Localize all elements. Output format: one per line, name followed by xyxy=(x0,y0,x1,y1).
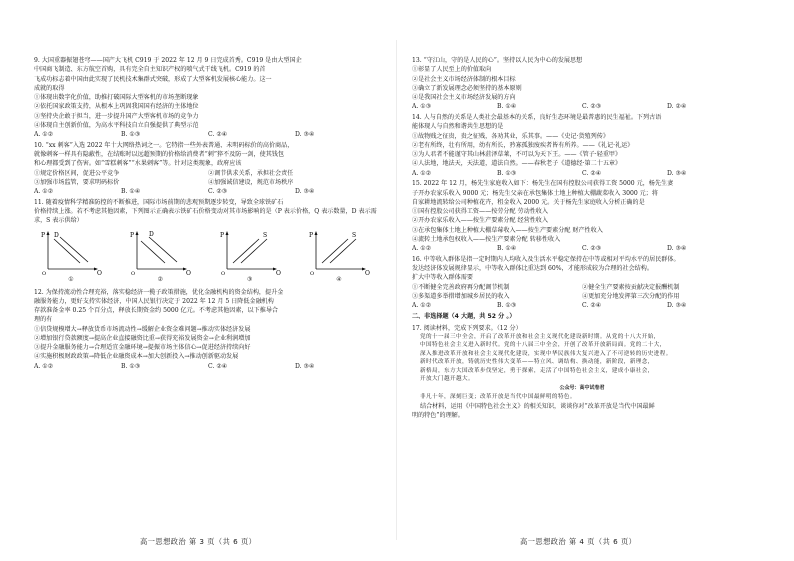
answer-c: C. ②④ xyxy=(208,362,228,370)
q17-material-line: 新时代改革开放，铸就历史性伟大变革——特立风、调结构、换动能，新阶段，新理念， xyxy=(420,359,654,366)
q15-option: ②开办农家乐收入——按生产要素分配 经营性收入 xyxy=(412,217,548,225)
answer-a: A. ①② xyxy=(34,131,54,138)
q9-stem-line: 飞成功标志着中国由此实现了民机技术集群式突破，形成了大型客机发展核心能力。这一 xyxy=(34,75,272,83)
q13-option: ②是社会主义市场经济体制的根本目标 xyxy=(412,75,516,83)
axis-q-label: Q xyxy=(275,269,281,275)
q13-option: ①彰显了人民至上的价值取向 xyxy=(412,66,492,74)
q16-answer-choices xyxy=(412,301,752,310)
q10-options-row xyxy=(34,178,382,187)
answer-a: A. ①② xyxy=(34,188,54,195)
curve-label: S xyxy=(351,231,357,239)
q10-option: ③加强市场监管，要求明码标价 xyxy=(34,178,120,186)
watermark-text: 公众号：高中试卷君 xyxy=(559,384,605,391)
origin-label: O xyxy=(42,270,47,275)
q14-option: ②老有所终，壮有所用，幼有所长，矜寡孤独废疾者皆有所养。——《礼记·礼运》 xyxy=(412,141,634,149)
left-page xyxy=(34,56,382,526)
question-9 xyxy=(34,56,382,139)
graph-4 xyxy=(308,229,370,284)
answer-a: A. ①② xyxy=(412,245,432,252)
answer-b: B. ①③ xyxy=(497,169,517,177)
q16-stem-line: 扩大中等收入群体需要 xyxy=(412,274,473,282)
q14-option: ①故物贱之征贵，贵之征贱，各劝其业，乐其事。——《史记·货殖列传》 xyxy=(412,132,609,140)
q17-material-line: 党的十一届三中全会，开启了改革开放和社会主义现代化建设新时期。从党的十八大开始， xyxy=(420,333,660,340)
q17-heading: 17. 阅读材料，完成下列要求。（12 分） xyxy=(412,324,522,332)
q9-option: ①体现出数字化价值，助推打破国际大型客机的市场垄断现象 xyxy=(34,94,199,101)
section-heading: 二、非选择题（4 大题，共 52 分 。） xyxy=(412,313,516,321)
origin-label: O xyxy=(131,270,136,275)
answer-a: A. ①③ xyxy=(412,103,432,111)
curve-label: D xyxy=(149,230,155,238)
page-footer-left: 高一思想政治 第 3 页（共 6 页） xyxy=(140,537,257,546)
q13-option: ④是我国社会主义市场经济发展的方向 xyxy=(412,94,516,101)
q16-option: ④更加充分地发挥第三次分配的作用 xyxy=(582,292,680,300)
axis-p-label: P xyxy=(308,231,314,239)
q15-option: ③在承包集体土地上种植大棚草莓收入——按生产要素分配 财产性收入 xyxy=(412,226,603,234)
curve-label: D xyxy=(54,231,59,239)
q16-option: ①不断健全完善政府再分配调节机制 xyxy=(412,283,510,291)
graph-number: ④ xyxy=(336,275,342,283)
q16-stem-line: 发达经济体发展规律显示，中等收入群体比重达到 60%，才能形成较为合理的社会结构。 xyxy=(412,265,653,272)
q10-option: ②调节供求关系，承担社会责任 xyxy=(208,169,294,177)
q16-stem-line: 16. 中等收入群体是指一定时期内人均收入及生活水平稳定保持在中等或相对平均水平的居民群体。 xyxy=(412,255,680,263)
q17-material-line: 深入推进改革开放和社会主义现代化建设，实现中华民族伟大复兴进入了不可逆转的历史进程。 xyxy=(420,350,672,357)
graph-number: ② xyxy=(157,275,164,283)
answer-c: C. ②④ xyxy=(582,169,602,177)
answer-d: D. ③④ xyxy=(667,245,687,252)
q15-answer-choices xyxy=(412,244,752,253)
answer-c: C. ②④ xyxy=(208,131,228,138)
q9-option: ③坚持央企敢于担当，进一步提升国产大型客机市场的竞争力 xyxy=(34,112,199,120)
q14-option: ③为人君者不能谨守其山林菹泽草莱，不可以为天下王。——《管子·轻重甲》 xyxy=(412,151,622,158)
q16-option: ③多渠道多举措增加城乡居民的收入 xyxy=(412,292,510,300)
q12-option: ③提升金融服务能力→合理适宜金融环境→提振市场主体信心→促进经济持续向好 xyxy=(34,344,251,352)
q14-stem-line: 14. 人与自然的关系是人类社会最基本的关系，良好生态环境是最普惠的民生福祉。下列古语 xyxy=(412,114,662,121)
q12-stem-line: 12. 为保持流动性合理充裕，落实稳经济一揽子政策措施，优化金融机构的资金结构，提升金 xyxy=(34,288,284,296)
answer-a: A. ①② xyxy=(412,169,432,177)
q17-material-line: 非凡十年，深刻巨变；改革开放是当代中国最鲜明的特色。 xyxy=(420,394,576,401)
answer-d: D. ③④ xyxy=(667,302,687,309)
answer-d: D. ③④ xyxy=(295,362,315,370)
question-17 xyxy=(412,324,752,421)
q10-stem-line: 10. “xx 刺客”入选 2022 年十大网络热词之一。它特指一些外表普通、未明码标价的高价商品， xyxy=(34,141,294,149)
q12-stem-line: 融服务能力，更好支持实体经济，中国人民银行决定于 2022 年 12 月 5 日降低金融机构 xyxy=(34,297,274,305)
answer-b: B. ①④ xyxy=(121,188,141,195)
answer-b: B. ①④ xyxy=(497,103,517,111)
q16-option: ②健全生产要素按贡献决定报酬机制 xyxy=(582,283,680,291)
axis-q-label: Q xyxy=(364,269,370,275)
answer-c: C. ②④ xyxy=(582,302,602,309)
q9-option: ④体现自主创新价值，为高水平科技自立自强提供了典型示范 xyxy=(34,121,199,129)
q10-stem-line: 和心理都受到了伤害。如“雪糕刺客”“水果刺客”等。针对这类现象，政府应该 xyxy=(34,160,242,168)
q16-options-row xyxy=(412,283,752,292)
answer-c: C. ②③ xyxy=(582,103,602,111)
axis-p-label: P xyxy=(130,231,135,239)
q12-answer-choices xyxy=(34,362,382,371)
graph-number: ③ xyxy=(246,275,253,283)
question-14 xyxy=(412,113,752,178)
q12-stem-line: 理的有 xyxy=(34,316,53,324)
q11-graphs xyxy=(40,229,370,284)
q17-task-line: 明的特色”的理解。 xyxy=(412,412,464,420)
answer-b: B. ①④ xyxy=(497,245,517,252)
question-12 xyxy=(34,288,382,371)
q17-material-line: 开放大门越开越大。 xyxy=(420,376,474,383)
answer-a: A. ①② xyxy=(412,302,432,309)
q14-stem-line: 能体现人与自然和谐共生思想的是 xyxy=(412,123,504,131)
answer-b: B. ①③ xyxy=(121,362,141,370)
q12-option: ④实施积极财政政策→降低企业融资成本→加大创新投入→推动创新驱动发展 xyxy=(34,353,239,361)
q12-option: ②增加银行贷款额度→提高企业直接融资比重→获得充裕发展资金→企业利润增加 xyxy=(34,334,251,342)
answer-d: D. ③④ xyxy=(295,188,315,195)
q9-option: ②依托国家政策支持，从根本上巩固我国国有经济的主体地位 xyxy=(34,103,199,111)
q10-options-row xyxy=(34,169,382,178)
origin-label: O xyxy=(220,270,225,275)
curve-label: S xyxy=(262,231,267,239)
q12-stem-line: 存款准备金率 0.25 个百分点，释放长期资金约 5000 亿元。不考虑其他因素，以下推导合 xyxy=(34,307,279,315)
q13-stem-line: 13. “守江山，守的是人民的心”。坚持以人民为中心的发展思想 xyxy=(412,57,583,64)
q10-stem-line: 就像刺客一样具有隐蔽性，在结账时以远超预期的价格给消费者“刺”猝不及防一剑，使其钱包 xyxy=(34,151,284,158)
q16-options-row xyxy=(412,292,752,301)
q15-option: ④流转土地承包权收入——按生产要素分配 转移性收入 xyxy=(412,235,561,243)
q17-material-line: 新格局，东方大国改革步伐坚定，勇于探索，走活了中国特色社会主义，建成小康社会， xyxy=(420,367,654,374)
page-fold-line xyxy=(396,40,397,540)
q10-option: ④加强诚信建设，规范市场秩序 xyxy=(208,178,294,186)
question-13 xyxy=(412,56,752,112)
q17-material-line: 中国特色社会主义进入新时代。党的十八届三中全会，开创了改革开放新局面。党的二十大， xyxy=(420,342,666,349)
q9-stem-line: 9. 大国重器振翅苍穹——国产大飞机 C919 于 2022 年 12 月 9 日完成首秀。C919 是由大型国企 xyxy=(34,57,302,64)
axis-q-label: Q xyxy=(186,269,192,275)
answer-d: D. ③④ xyxy=(295,131,315,138)
right-page xyxy=(412,56,752,526)
question-16 xyxy=(412,255,752,311)
answer-c: C. ②③ xyxy=(208,188,228,195)
page-footer-right: 高一思想政治 第 4 页（共 6 页） xyxy=(520,537,637,546)
q14-answer-choices xyxy=(412,169,752,178)
q9-stem-line: 中国商飞制造、东方航空首购，具有完全自主知识产权的喷气式干线飞机。C919 的首 xyxy=(34,66,266,74)
q15-stem-line: 自家耕地流转给公司种植花卉，租金收入 2000 元。关于杨先生家庭收入分析正确的是 xyxy=(412,198,645,206)
q9-answer-choices xyxy=(34,130,382,139)
graph-3 xyxy=(219,229,281,284)
answer-a: A. ①② xyxy=(34,362,54,370)
q11-stem-line: 11. 随着疫情科学精准防控的不断推进，国际市场前期的悲观预期逐步转变，导致全球铁矿石 xyxy=(34,198,284,206)
graph-1 xyxy=(40,229,102,284)
q10-answer-choices xyxy=(34,187,382,196)
question-11 xyxy=(34,198,382,284)
q10-option: ①规定价格区间，促进公平竞争 xyxy=(34,169,120,177)
answer-b: B. ①③ xyxy=(497,302,517,309)
answer-d: D. ②④ xyxy=(667,103,687,111)
answer-b: B. ①③ xyxy=(121,131,141,138)
q13-answer-choices xyxy=(412,102,752,111)
q15-stem-line: 15. 2022 年 12 月，杨先生家庭收入如下：杨先生在国有控股公司获得工资 5000 元，杨先生妻 xyxy=(412,180,674,188)
answer-d: D. ③④ xyxy=(667,169,687,177)
q15-option: ①国有控股公司获得工资——按劳分配 劳动性收入 xyxy=(412,208,548,215)
question-10 xyxy=(34,141,382,197)
q14-option: ④人法地，地法天，天法道，道法自然。——春秋老子《道德经·第二十五章》 xyxy=(412,160,622,168)
axis-q-label: Q xyxy=(97,269,102,275)
q12-option: ①信贷规模增大→释放货币市场流动性→缓解企业资金难问题→推动实体经济发展 xyxy=(34,325,251,333)
axis-p-label: P xyxy=(219,231,224,239)
q13-option: ③确立了新发展理念必须坚持的基本原则 xyxy=(412,84,522,92)
q15-stem-line: 子开办农家乐收入 9000 元；杨先生父亲在承包集体土地上种植大棚蔬菜收入 3000 元；将 xyxy=(412,189,658,197)
q9-stem-line: 成就的取得 xyxy=(34,84,65,92)
q11-stem-line: 价格持续上涨。若不考虑其他因素，下列图示正确表示铁矿石价格变动对其市场影响的是（P 表示价格，Q 表示数量，D 表示需求，S 表示供给） xyxy=(34,208,377,225)
graph-number: ① xyxy=(68,275,74,283)
axis-p-label: P xyxy=(41,231,46,239)
q17-task-line: 结合材料，运用《中国特色社会主义》的相关知识，谈谈你对“改革开放是当代中国最鲜 xyxy=(420,402,655,410)
question-15 xyxy=(412,179,752,253)
answer-c: C. ②③ xyxy=(582,245,602,252)
graph-2 xyxy=(129,229,191,284)
origin-label: O xyxy=(309,270,315,275)
